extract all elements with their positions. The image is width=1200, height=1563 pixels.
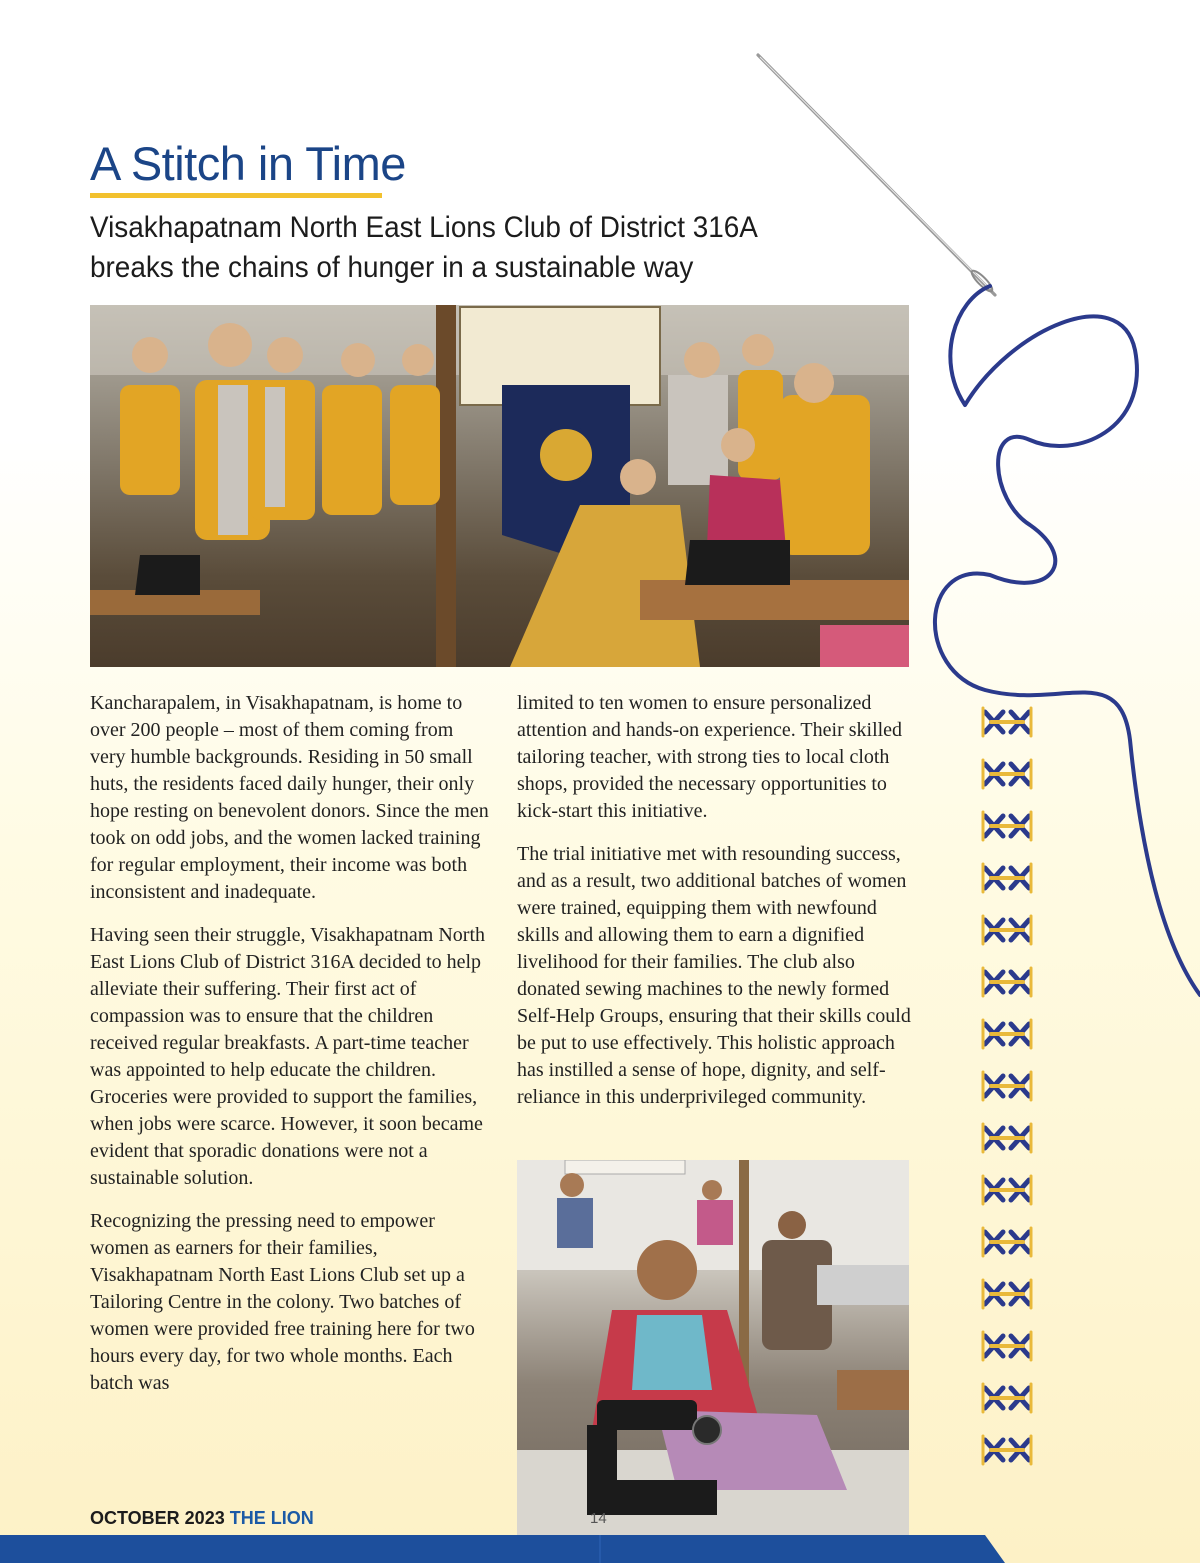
bottom-color-bar <box>0 1535 1200 1563</box>
issue-date: OCTOBER 2023 <box>90 1508 225 1528</box>
article-body-right <box>517 690 912 1127</box>
article-title: A Stitch in Time <box>90 137 406 190</box>
body-paragraph: Recognizing the pressing need to empower women as earners for their families, Visakhapatnam North East Lions Club set up a Tailoring Centre in the colony. Two batches of women were provided free training here for two hours every day, for two whole months. Each batch was <box>90 1210 475 1394</box>
woman-sewing-photo <box>517 1160 909 1535</box>
body-paragraph: Kancharapalem, in Visakhapatnam, is home to over 200 people – most of them coming from very humble backgrounds. Residing in 50 small huts, the residents faced daily hunger, their only hope resting on benevolent donors. Since the men took on odd jobs, and the women lacked training for regular employment, their income was both inconsistent and inadequate. <box>90 692 489 903</box>
page-number: 14 <box>590 1510 607 1527</box>
body-paragraph: limited to ten women to ensure personalized attention and hands-on experience. Their skilled tailoring teacher, with strong ties to local cloth shops, provided the necessary opportunities to kick-start this initiative. <box>517 692 903 822</box>
article-body-left <box>90 690 490 1413</box>
thread-icon <box>935 286 1200 995</box>
body-paragraph: The trial initiative met with resounding success, and as a result, two additional batches of women were trained, equipping them with newfound skills and allowing them to earn a dignified livelihood for their families. The club also donated sewing machines to the newly formed Self-Help Groups, ensuring that their skills could be put to use effectively. This holistic approach has instilled a sense of hope, dignity, and self-reliance in this underprivileged community. <box>517 843 911 1108</box>
page-footer <box>90 1508 314 1529</box>
title-underline <box>90 193 382 198</box>
body-paragraph: Having seen their struggle, Visakhapatnam North East Lions Club of District 316A decided to help alleviate their suffering. Their first act of compassion was to ensure that the children received regular breakfasts. A part-time teacher was appointed to help educate the children. Groceries were provided to support the families, when jobs were scarce. However, it soon became evident that sporadic donations were not a sustainable solution. <box>90 924 485 1189</box>
magazine-name: THE LION <box>229 1508 314 1528</box>
tailoring-centre-group-photo <box>90 305 909 667</box>
article-subtitle: Visakhapatnam North East Lions Club of District 316A breaks the chains of hunger in a sustainable way <box>90 211 757 284</box>
cross-stitch-icon <box>983 708 1031 1464</box>
